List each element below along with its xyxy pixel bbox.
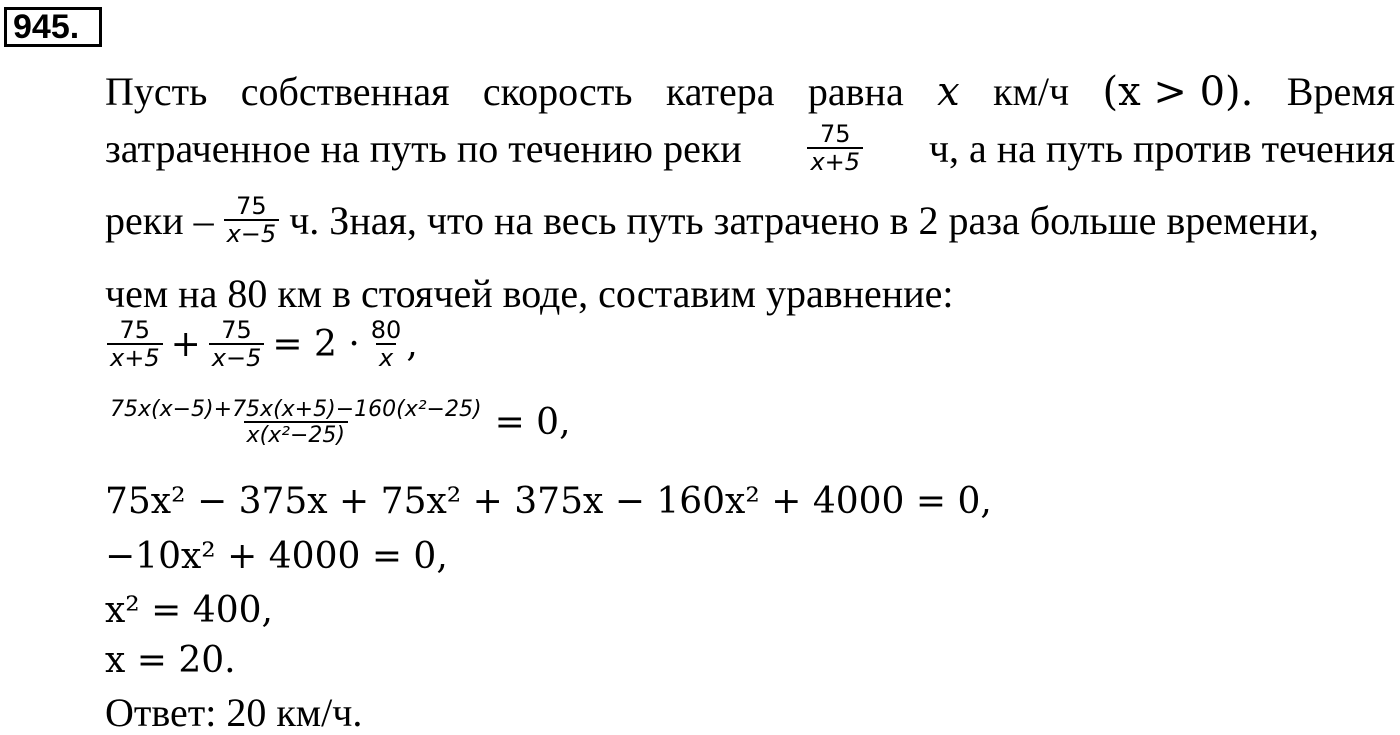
text-segment: затраченное на путь по течению реки (105, 126, 742, 172)
numerator: 75 (819, 120, 851, 148)
equation-4: −10x² + 4000 = 0, (105, 536, 448, 577)
equation-2 (105, 398, 571, 448)
numerator: 75 (221, 316, 252, 344)
denominator: x−5 (209, 343, 265, 373)
numerator: 75 (119, 316, 151, 344)
paragraph-line-3 (105, 194, 1395, 249)
word: катера (665, 69, 775, 114)
fraction-b (209, 318, 265, 373)
word: скорость (482, 69, 633, 114)
denominator: x(x²−25) (244, 421, 348, 448)
paragraph-line-1 (105, 69, 1395, 115)
text-segment: ч. Зная, что на весь путь затрачено в 2 раза больше времени, (289, 198, 1319, 244)
answer: Ответ: 20 км/ч. (105, 690, 363, 735)
fraction-upstream (224, 194, 280, 249)
equation-3: 75x² − 375x + 75x² + 375x − 160x² + 4000 = 0, (105, 481, 992, 522)
numerator: 75 (236, 192, 267, 220)
word: собственная (240, 69, 450, 114)
equation-5: x² = 400, (105, 590, 273, 631)
equation-1 (105, 318, 418, 373)
problem-number: 945. (4, 7, 102, 47)
word: Пусть (105, 69, 208, 114)
paragraph-line-2 (105, 122, 1395, 177)
comma: , (406, 324, 418, 366)
text-segment: ч, а на путь против течения (928, 126, 1395, 172)
operator-plus: + (170, 324, 201, 366)
word: равна (807, 69, 904, 114)
denominator: x (376, 343, 396, 373)
word: Время (1286, 69, 1395, 114)
text-segment: реки – (105, 198, 214, 244)
equals-two-times: = 2 · (272, 324, 360, 366)
numerator: 80 (370, 316, 402, 344)
paragraph-line-4: чем на 80 км в стоячей воде, составим уравнение: (105, 271, 954, 316)
denominator: x+5 (807, 147, 863, 177)
denominator: x−5 (224, 219, 280, 249)
fraction-a (107, 318, 163, 373)
condition: (x > 0). (1102, 69, 1254, 115)
denominator: x+5 (107, 343, 163, 373)
equals-zero: = 0, (494, 402, 571, 444)
numerator: 75x(x−5)+75x(x+5)−160(x²−25) (110, 397, 482, 422)
fraction-c (368, 318, 405, 373)
unit: км/ч (993, 69, 1070, 114)
equation-6: x = 20. (105, 640, 236, 681)
fraction-downstream (807, 122, 863, 177)
fraction-combined (107, 398, 485, 448)
variable-x: x (937, 69, 960, 115)
